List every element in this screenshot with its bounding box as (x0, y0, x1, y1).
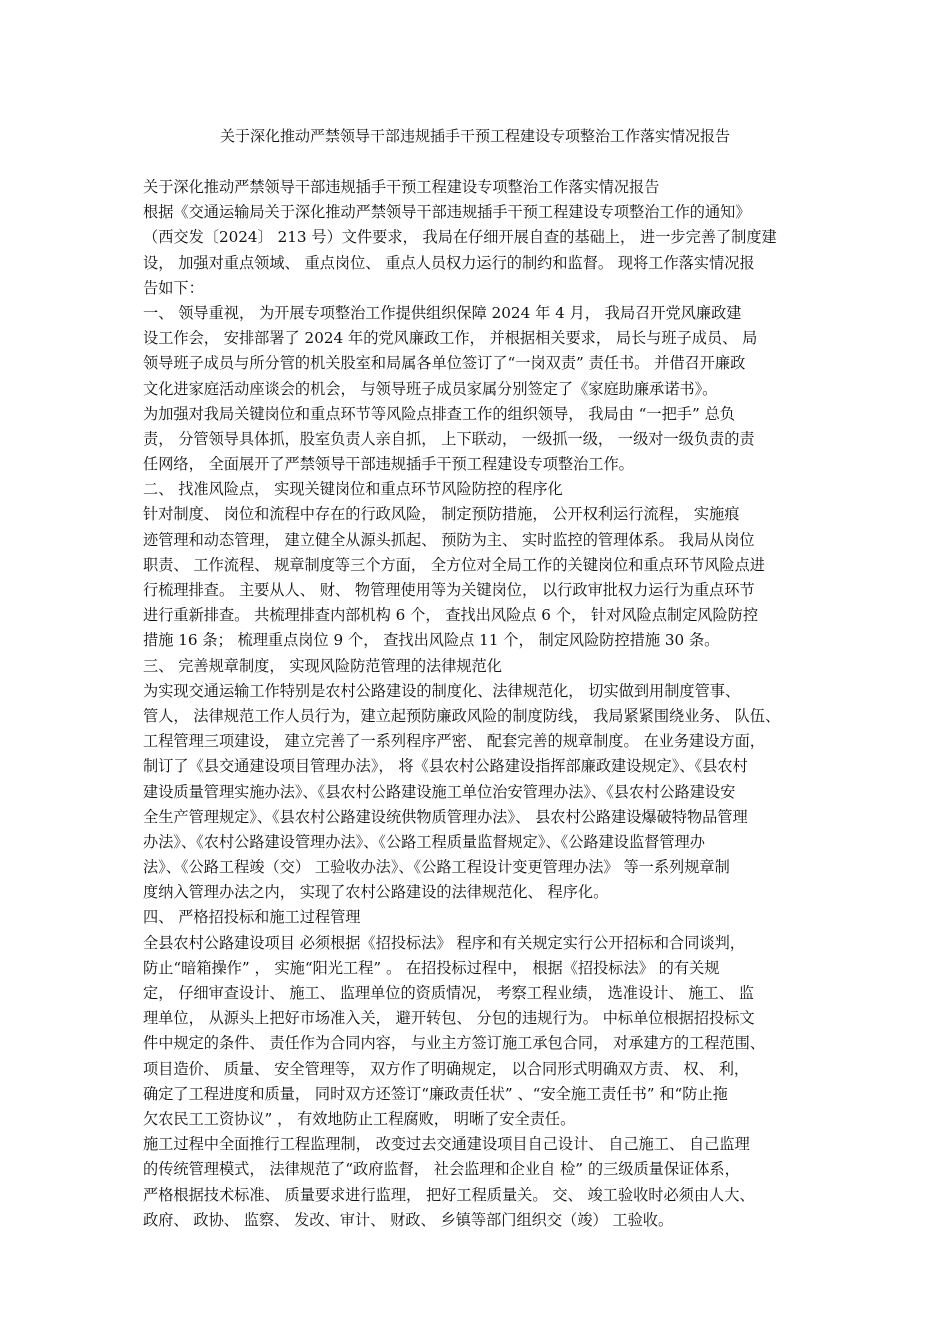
body-line: 一、 领导重视， 为开展专项整治工作提供组织保障 2024 年 4 月， 我局召开党风廉政建 (143, 303, 742, 322)
body-line: 防止“暗箱操作” ， 实施“阳光工程” 。 在招投标过程中， 根据《招投标法》 的有关规 (143, 958, 720, 977)
body-line: 任网络， 全面展开了严禁领导干部违规插手干预工程建设专项整治工作。 (143, 455, 634, 474)
body-line: 的传统管理模式， 法律规范了“政府监督， 社会监理和企业自 检” 的三级质量保证体系， (143, 1160, 740, 1179)
body-line: 三、 完善规章制度， 实现风险防范管理的法律规范化 (143, 656, 502, 675)
body-line: 建设质量管理实施办法》、《县农村公路建设施工单位治安管理办法》、《县农村公路建设安 (143, 782, 736, 801)
body-line: 责， 分管领导具体抓，股室负责人亲自抓， 上下联动， 一级抓一级， 一级对一级负责的责 (143, 429, 755, 448)
body-line: 政府、 政协、 监察、 发改、审计、 财政、 乡镇等部门组织交（竣） 工验收。 (143, 1210, 674, 1229)
body-line: 件中规定的条件、 责任作为合同内容， 与业主方签订施工承包合同， 对承建方的工程范围、 (143, 1034, 765, 1053)
body-line: 定， 仔细审查设计、 施工、 监理单位的资质情况， 考察工程业绩， 选准设计、 施工、 监 (143, 984, 754, 1002)
body-line: 严格根据技术标准、 质量要求进行监理， 把好工程质量关。 交、 竣工验收时必须由人大、 (143, 1185, 755, 1204)
body-line: 度纳入管理办法之内， 实现了农村公路建设的法律规范化、 程序化。 (143, 883, 609, 902)
body-line: 迹管理和动态管理， 建立健全从源头抓起、 预防为主、 实时监控的管理体系。 我局从岗位 (143, 530, 755, 549)
body-line: 四、 严格招投标和施工过程管理 (143, 908, 361, 927)
document-title: 关于深化推动严禁领导干部违规插手干预工程建设专项整治工作落实情况报告 (219, 127, 730, 145)
body-line: 办法》、《农村公路建设管理办法》、《公路工程质量监督规定》、《公路建设监督管理办 (143, 832, 705, 851)
document-body (143, 175, 823, 1233)
body-line: （西交发〔2024〕 213 号）文件要求， 我局在仔细开展自查的基础上， 进一步完善了制度建 (143, 228, 777, 247)
body-line: 为加强对我局关键岗位和重点环节等风险点排查工作的组织领导， 我局由 “一把手” 总负 (143, 404, 735, 423)
body-line: 告如下： (143, 278, 204, 297)
body-line: 文化进家庭活动座谈会的机会， 与领导班子成员家属分别签定了《家庭助廉承诺书》。 (143, 379, 718, 398)
body-line: 措施 16 条； 梳理重点岗位 9 个， 查找出风险点 11 个， 制定风险防控措施 30 条。 (143, 631, 720, 650)
body-line: 行梳理排查。 主要从人、 财、 物管理使用等为关键岗位， 以行政审批权力运行为重点环节 (143, 581, 755, 599)
body-line: 确定了工程进度和质量， 同时双方还签订“廉政责任状” 、“安全施工责任书” 和“防止拖 (143, 1084, 728, 1103)
body-line: 全生产管理规定》、《县农村公路建设统供物质管理办法》、 县农村公路建设爆破特物品管理 (143, 807, 748, 826)
body-line: 项目造价、 质量、 安全管理等， 双方作了明确规定， 以合同形式明确双方责、 权、 利， (143, 1059, 750, 1078)
body-line: 进行重新排查。 共梳理排查内部机构 6 个， 查找出风险点 6 个， 针对风险点制定风险防控 (143, 606, 759, 625)
body-line: 制订了《县交通建设项目管理办法》， 将《县农村公路建设指挥部廉政建设规定》、《县农村 (143, 757, 748, 776)
body-line: 欠农民工工资协议” ， 有效地防止工程腐败， 明晰了安全责任。 (143, 1109, 576, 1128)
body-line: 二、 找准风险点， 实现关键岗位和重点环节风险防控的程序化 (143, 480, 563, 499)
body-line: 法》、《公路工程竣（交） 工验收办法》、《公路工程设计变更管理办法》 等一系列规章制 (143, 858, 730, 877)
body-line: 工程管理三项建设， 建立完善了一系列程序严密、 配套完善的规章制度。 在业务建设方面， (143, 732, 765, 751)
body-line: 理单位， 从源头上把好市场准入关， 避开转包、 分包的违规行为。 中标单位根据招投标文 (143, 1009, 755, 1028)
body-line: 设， 加强对重点领域、 重点岗位、 重点人员权力运行的制约和监督。 现将工作落实情况报 (143, 253, 755, 272)
body-line: 设工作会， 安排部署了 2024 年的党风廉政工作， 并根据相关要求， 局长与班子成员、 局 (143, 329, 758, 348)
body-line: 关于深化推动严禁领导干部违规插手干预工程建设专项整治工作落实情况报告 (143, 178, 660, 196)
body-line: 为实现交通运输工作特别是农村公路建设的制度化、法律规范化， 切实做到用制度管事、 (143, 681, 741, 700)
body-line: 职责、 工作流程、 规章制度等三个方面， 全方位对全局工作的关键岗位和重点环节风险点进 (143, 555, 765, 574)
body-line: 管人， 法律规范工作人员行为，建立起预防廉政风险的制度防线， 我局紧紧围绕业务、 队伍、 (143, 706, 781, 725)
body-line: 全县农村公路建设项目 必须根据《招投标法》 程序和有关规定实行公开招标和合同谈判， (143, 933, 745, 952)
body-line: 根据《交通运输局关于深化推动严禁领导干部违规插手干预工程建设专项整治工作的通知》 (143, 203, 751, 222)
body-line: 针对制度、 岗位和流程中存在的行政风险， 制定预防措施， 公开权利运行流程， 实施痕 (143, 505, 740, 524)
body-line: 施工过程中全面推行工程监理制， 改变过去交通建设项目自己设计、 自己施工、 自己监理 (143, 1135, 750, 1154)
body-line: 领导班子成员与所分管的机关股室和局属各单位签订了“一岗双责” 责任书。 并借召开廉政 (143, 354, 746, 373)
